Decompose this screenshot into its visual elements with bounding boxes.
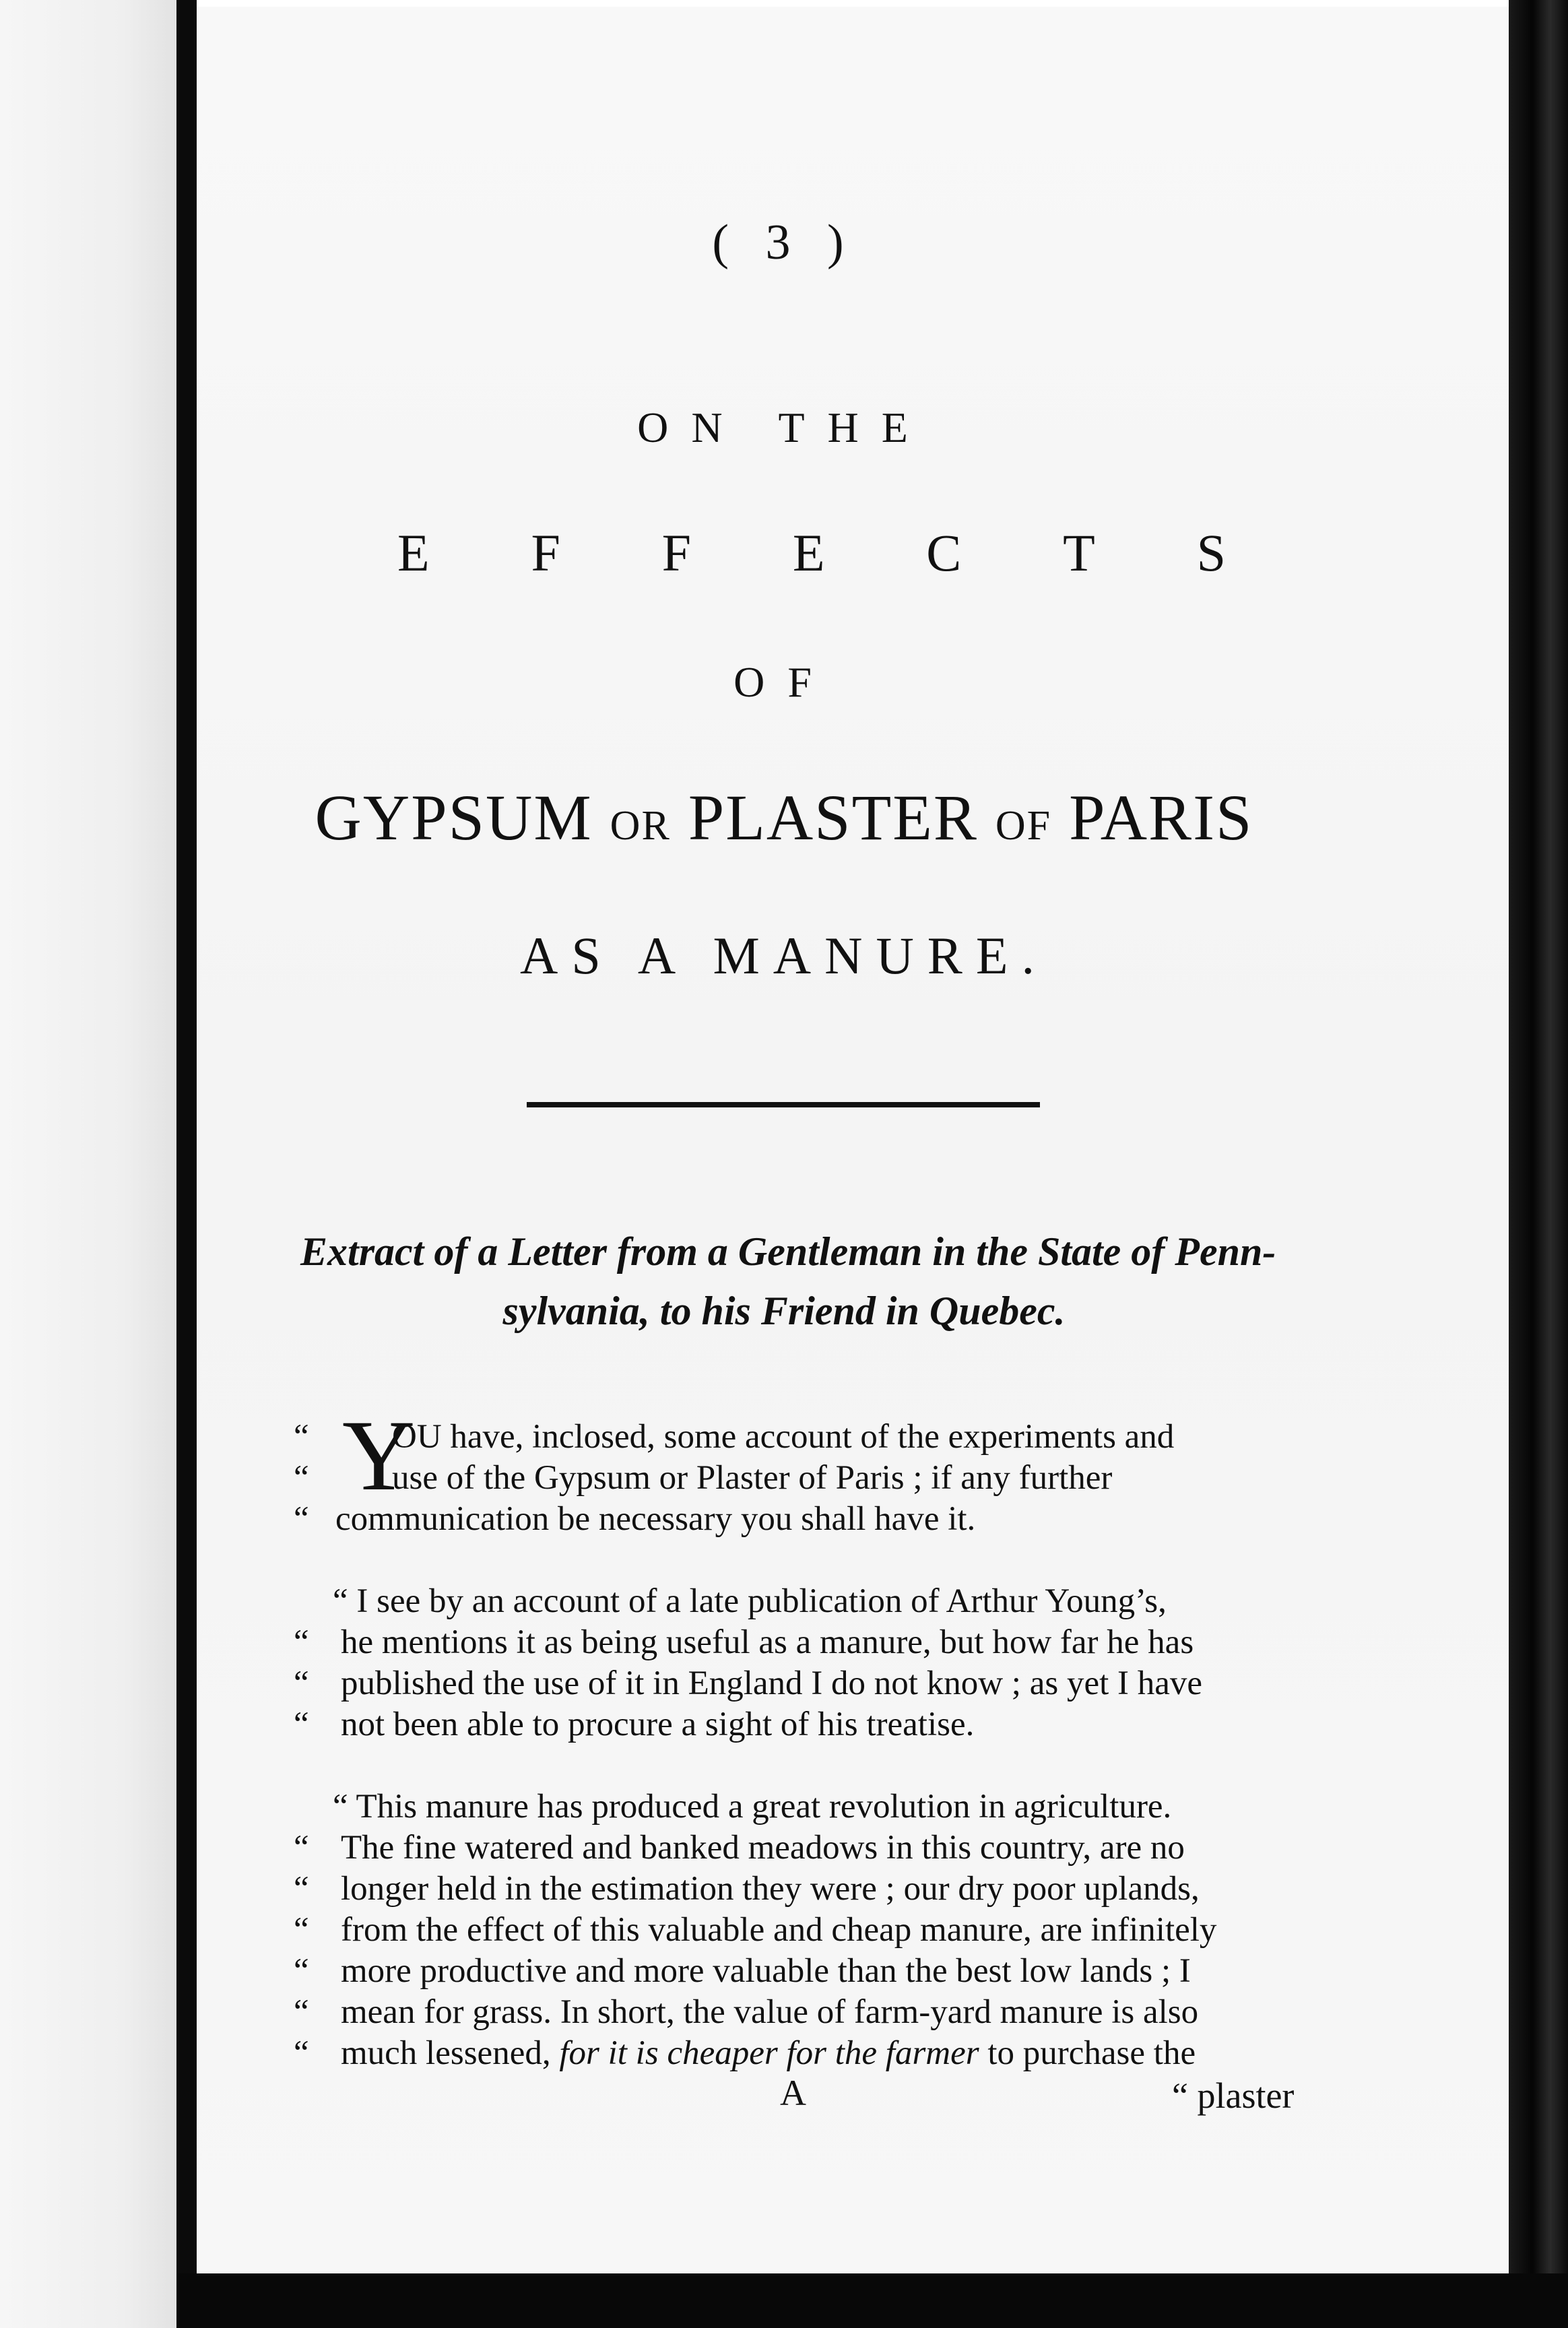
paragraph-line: “ longer held in the estimation they were ; our dry poor uplands, — [294, 1870, 1200, 1908]
title-letter: E — [792, 523, 825, 582]
paragraph-line: “ use of the Gypsum or Plaster of Paris ; if any further — [294, 1459, 1113, 1497]
paragraph-line: “ not been able to procure a sight of his treatise. — [294, 1706, 975, 1743]
paragraph-line: “ he mentions it as being useful as a manure, but how far he has — [294, 1623, 1194, 1661]
title-line-effects — [397, 523, 1226, 583]
facing-page-edge — [0, 0, 176, 2328]
title-letter: F — [661, 523, 692, 582]
title-line-on-the: ON THE — [637, 403, 931, 451]
paragraph-line: “ from the effect of this valuable and cheap manure, are infinitely — [294, 1911, 1217, 1949]
drop-cap: Y — [342, 1400, 416, 1512]
title-letter: E — [397, 523, 430, 582]
catchword: “ plaster — [1172, 2075, 1295, 2116]
paragraph-line: “ This manure has produced a great revolution in agriculture. — [333, 1788, 1172, 1825]
paragraph-line: “ The fine watered and banked meadows in this country, are no — [294, 1829, 1185, 1867]
signature-mark: A — [780, 2073, 806, 2113]
title-letter: C — [926, 523, 962, 582]
paragraph-line: “ I see by an account of a late publication of Arthur Young’s, — [333, 1582, 1167, 1620]
title-letter: S — [1196, 523, 1226, 582]
extract-heading-line-2: sylvania, to his Friend in Quebec. — [502, 1289, 1066, 1333]
title-letter: T — [1063, 523, 1095, 582]
title-line-of: OF — [733, 658, 835, 706]
title-line-gypsum: GYPSUM OR PLASTER OF PARIS — [315, 781, 1253, 853]
paragraph-line: “ much lessened, for it is cheaper for the farmer to purchase the — [294, 2034, 1196, 2072]
page-number: ( 3 ) — [712, 215, 856, 270]
title-line-manure: AS A MANURE. — [520, 926, 1048, 985]
paragraph-line: “ OU have, inclosed, some account of the experiments and — [294, 1418, 1175, 1456]
title-rule — [527, 1102, 1040, 1107]
paragraph-line: “ communication be necessary you shall have it. — [294, 1500, 976, 1538]
scan-bottom-edge — [176, 2273, 1568, 2328]
paragraph-line: “ mean for grass. In short, the value of farm-yard manure is also — [294, 1993, 1199, 2031]
paragraph-line: “ more productive and more valuable than the best low lands ; I — [294, 1952, 1191, 1990]
title-letter: F — [531, 523, 560, 582]
paragraph-line: “ published the use of it in England I do not know ; as yet I have — [294, 1664, 1203, 1702]
binding-gutter — [176, 0, 197, 2328]
extract-heading-line-1: Extract of a Letter from a Gentleman in the State of Penn- — [300, 1229, 1276, 1274]
scan-right-edge — [1509, 0, 1568, 2328]
